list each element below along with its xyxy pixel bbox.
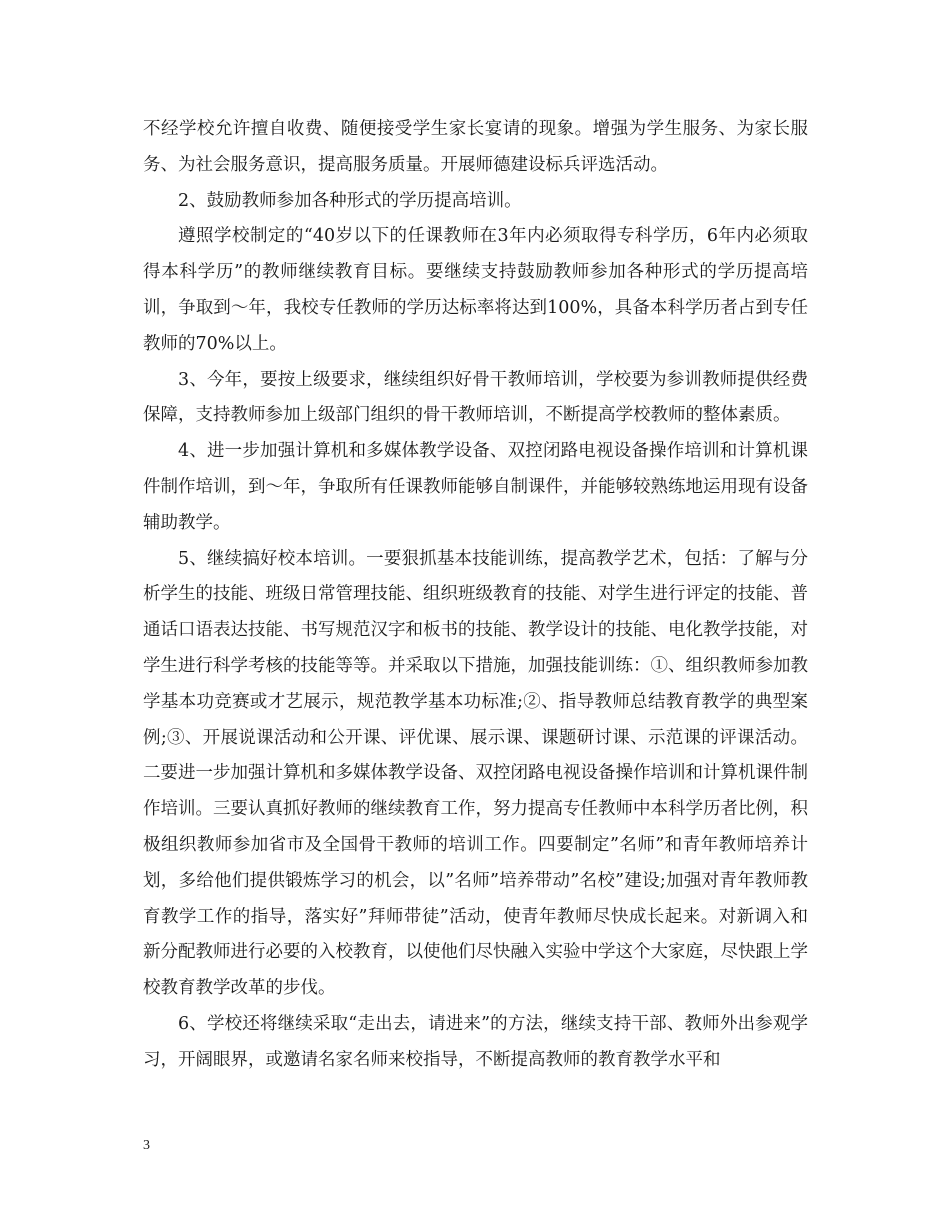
- paragraph-3: 遵照学校制定的“40岁以下的任课教师在3年内必须取得专科学历，6年内必须取得本科学历”的教师继续教育目标。要继续支持鼓励教师参加各种形式的学历提高培训，争取到～年，我校专任教师的学历达标率将达到100%，具备本科学历者占到专任教师的70%以上。: [143, 226, 808, 354]
- paragraph-1: 不经学校允许擅自收费、随便接受学生家长宴请的现象。增强为学生服务、为家长服务、为社会服务意识，提高服务质量。开展师德建设标兵评选活动。: [143, 119, 808, 175]
- paragraph-6: 5、继续搞好校本培训。一要狠抓基本技能训练，提高教学艺术，包括：了解与分析学生的技能、班级日常管理技能、组织班级教育的技能、对学生进行评定的技能、普通话口语表达技能、书写规范汉字和板书的技能、教学设计的技能、电化教学技能，对学生进行科学考核的技能等等。并采取以下措施，加强技能训练：①、组织教师参加教学基本功竞赛或才艺展示，规范教学基本功标准;②、指导教师总结教育教学的典型案例;③、开展说课活动和公开课、评优课、展示课、课题研讨课、示范课的评课活动。二要进一步加强计算机和多媒体教学设备、双控闭路电视设备操作培训和计算机课件制作培训。三要认真抓好教师的继续教育工作，努力提高专任教师中本科学历者比例，积极组织教师参加省市及全国骨干教师的培训工作。四要制定”名师”和青年教师培养计划，多给他们提供锻炼学习的机会，以”名师”培养带动”名校”建设;加强对青年教师教育教学工作的指导，落实好”拜师带徒”活动，使青年教师尽快成长起来。对新调入和新分配教师进行必要的入校教育，以使他们尽快融入实验中学这个大家庭，尽快跟上学校教育教学改革的步伐。: [143, 548, 808, 999]
- paragraph-5: 4、进一步加强计算机和多媒体教学设备、双控闭路电视设备操作培训和计算机课件制作培训，到～年，争取所有任课教师能够自制课件，并能够较熟练地运用现有设备辅助教学。: [143, 441, 808, 533]
- paragraph-4: 3、今年，要按上级要求，继续组织好骨干教师培训，学校要为参训教师提供经费保障，支持教师参加上级部门组织的骨干教师培训，不断提高学校教师的整体素质。: [143, 369, 808, 426]
- body-text: [143, 112, 808, 1079]
- paragraph-7: 6、学校还将继续采取“走出去，请进来”的方法，继续支持干部、教师外出参观学习，开阔眼界，或邀请名家名师来校指导，不断提高教师的教育教学水平和: [143, 1013, 808, 1070]
- page-number: 3: [143, 1138, 150, 1153]
- paragraph-2: 2、鼓励教师参加各种形式的学历提高培训。: [178, 190, 522, 211]
